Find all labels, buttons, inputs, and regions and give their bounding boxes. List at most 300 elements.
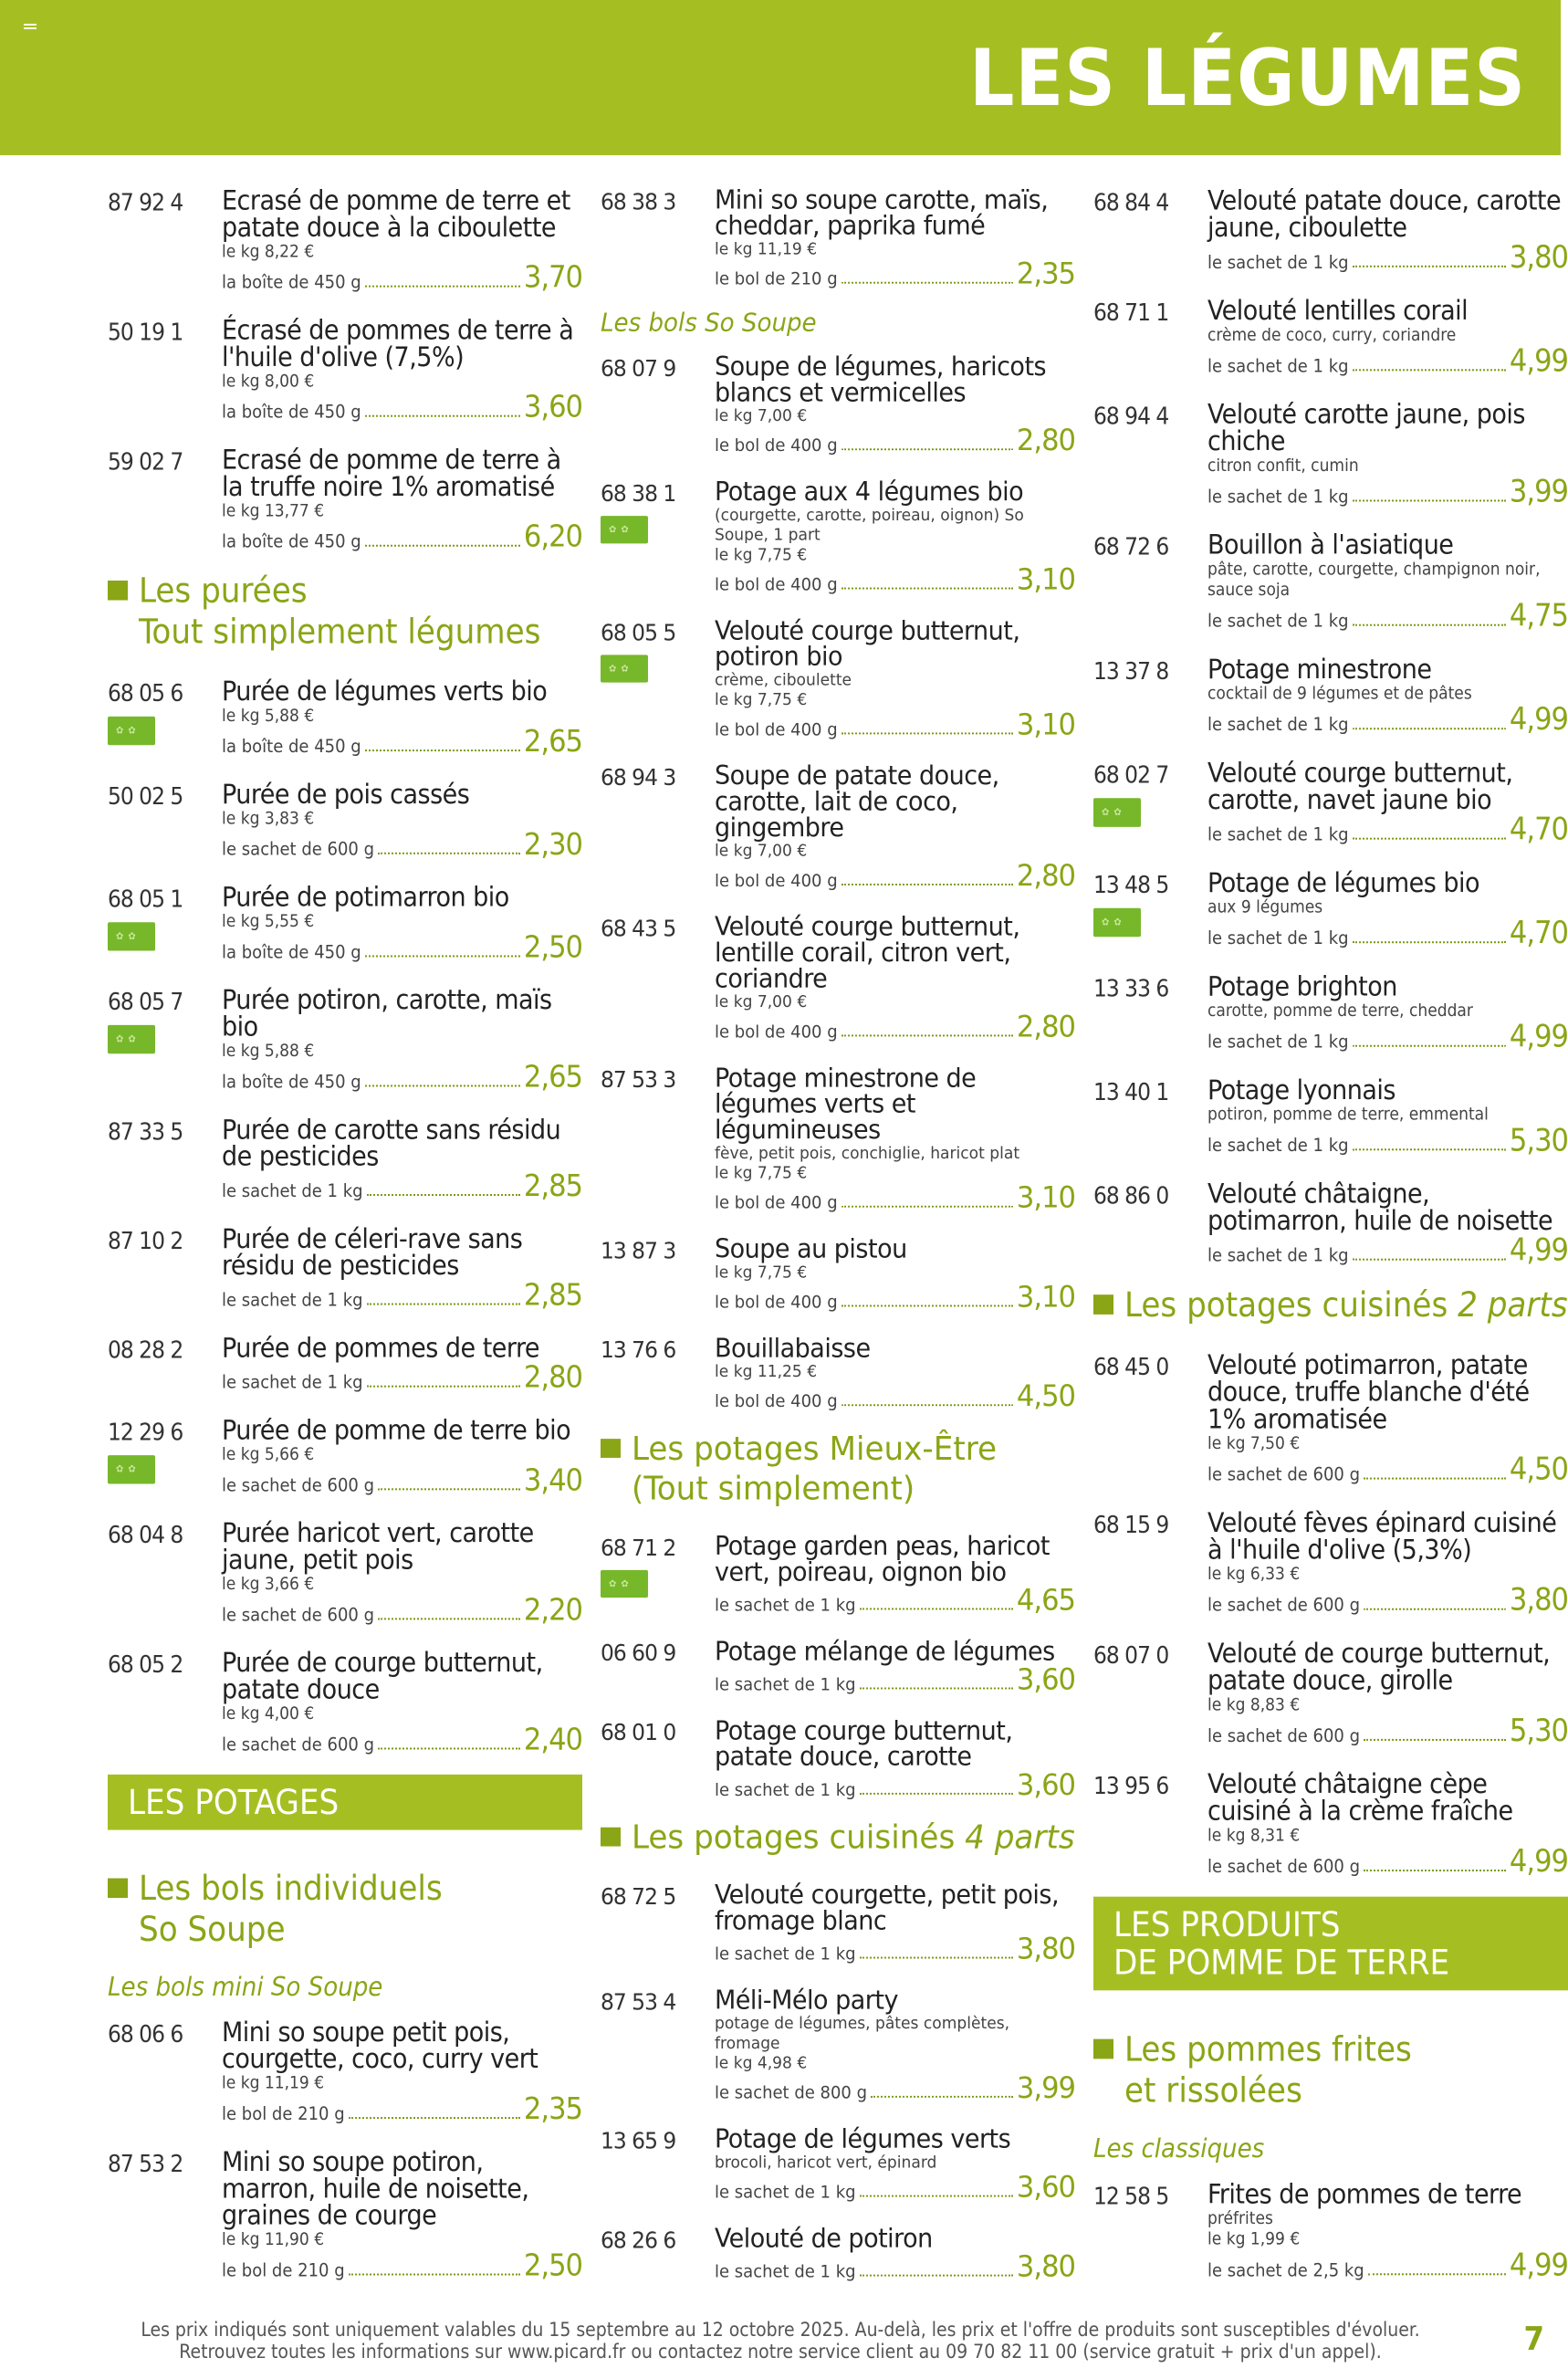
product-item[interactable]: [108, 982, 582, 1093]
product-details: [222, 674, 582, 760]
product-price: 4,65: [1016, 1583, 1075, 1618]
product-item[interactable]: [1093, 396, 1568, 510]
product-code: 13 37 8: [1093, 658, 1169, 686]
product-item[interactable]: [601, 1061, 1075, 1216]
package-size: le sachet de 1 kg: [222, 1371, 363, 1393]
bio-label-icon: [601, 516, 648, 543]
price-line: [715, 1180, 1075, 1216]
price-line: [222, 723, 582, 760]
product-item[interactable]: [601, 613, 1075, 742]
package-size: le sachet de 600 g: [222, 838, 375, 860]
product-price: 2,85: [523, 1277, 582, 1314]
package-size: le bol de 400 g: [715, 1191, 838, 1213]
dotted-leader: [1364, 1608, 1506, 1610]
product-name: Potage minestrone de légumes verts et légumineuses: [715, 1063, 977, 1146]
package-size: le bol de 210 g: [222, 2102, 345, 2124]
product-code: 13 76 6: [601, 1337, 676, 1364]
price-per-kg: le kg 8,00 €: [222, 371, 315, 392]
product-details: [715, 1983, 1075, 2106]
category-band: [108, 1775, 582, 1830]
product-price: 4,99: [1509, 342, 1568, 380]
product-item[interactable]: [601, 1634, 1075, 1697]
product-price: 3,60: [1016, 1662, 1075, 1697]
product-code: 08 28 2: [108, 1336, 183, 1365]
product-price: 4,50: [1016, 1378, 1075, 1414]
product-price: 3,60: [523, 389, 582, 425]
price-per-kg: le kg 8,83 €: [1207, 1694, 1301, 1715]
product-details: [222, 1330, 582, 1396]
price-line: [1207, 701, 1568, 739]
bio-label-icon: [601, 1570, 648, 1598]
product-price: 2,30: [523, 826, 582, 863]
product-name: Potage de légumes verts: [715, 2124, 1011, 2155]
price-line: [715, 1932, 1075, 1967]
price-line: [1207, 812, 1568, 848]
price-per-kg: le kg 7,75 €: [715, 1263, 808, 1283]
product-code: 68 05 6: [108, 680, 183, 708]
product-code: 68 71 1: [1093, 299, 1169, 327]
product-item[interactable]: [601, 350, 1075, 456]
product-item[interactable]: [1093, 1072, 1568, 1159]
product-details: [222, 442, 582, 555]
package-size: le sachet de 1 kg: [1207, 927, 1349, 949]
product-price: 2,35: [523, 2090, 582, 2127]
section-heading-line: [108, 571, 582, 609]
product-name: Purée de légumes verts bio: [222, 676, 548, 708]
price-per-kg: le kg 7,75 €: [715, 545, 808, 565]
section-square-icon: [1093, 1294, 1113, 1315]
product-item[interactable]: [1093, 1346, 1568, 1488]
product-price: 5,30: [1509, 1122, 1568, 1159]
product-details: [1207, 1635, 1568, 1749]
dotted-leader: [841, 1206, 1013, 1208]
product-description: (courgette, carotte, poireau, oignon) So Soupe, 1 part: [715, 505, 1024, 545]
package-size: le sachet de 600 g: [1207, 1724, 1361, 1746]
product-name: Purée de pommes de terre: [222, 1332, 539, 1365]
product-description: pâte, carotte, courgette, champignon noir, sauce soja: [1207, 559, 1541, 601]
price-line: [222, 1168, 582, 1204]
price-line: [222, 2090, 582, 2127]
section-heading-text: et rissolées: [1124, 2070, 1302, 2111]
price-line: [222, 826, 582, 863]
package-size: le sachet de 600 g: [1207, 1593, 1361, 1616]
product-code: 12 58 5: [1093, 2183, 1169, 2211]
package-size: la boîte de 450 g: [222, 735, 361, 757]
product-item[interactable]: [108, 1412, 582, 1499]
price-line: [222, 1059, 582, 1095]
package-size: le sachet de 600 g: [222, 1603, 375, 1626]
product-price: 2,40: [523, 1722, 582, 1758]
price-line: [1207, 1582, 1568, 1619]
package-size: le sachet de 1 kg: [1207, 823, 1349, 845]
package-size: le bol de 400 g: [715, 1291, 838, 1313]
product-name: Potage mélange de légumes: [715, 1636, 1055, 1667]
product-price: 3,70: [523, 259, 582, 296]
product-name: Purée de carotte sans résidu de pesticides: [222, 1114, 561, 1173]
price-per-kg: le kg 11,25 €: [715, 1361, 818, 1381]
product-price: 4,70: [1509, 812, 1568, 848]
product-name: Purée de pois cassés: [222, 779, 470, 811]
dotted-leader: [841, 588, 1013, 590]
section-heading-emphasis: 2 parts: [1458, 1284, 1568, 1325]
product-name: Méli-Mélo party: [715, 1985, 898, 2016]
product-name: Soupe de légumes, haricots blancs et vermicelles: [715, 351, 1047, 408]
bio-label-icon: [108, 1025, 155, 1053]
dotted-leader: [365, 286, 520, 288]
section-square-icon: [108, 581, 128, 601]
product-item[interactable]: [108, 1645, 582, 1758]
product-code: 68 84 4: [1093, 189, 1169, 217]
section-heading-line: [1093, 2071, 1568, 2109]
dotted-leader: [378, 1747, 520, 1749]
price-line: [715, 1583, 1075, 1618]
section-heading-text: (Tout simplement): [632, 1469, 915, 1507]
bio-label-icon: [1093, 798, 1141, 827]
product-item[interactable]: [108, 674, 582, 760]
price-line: [715, 1378, 1075, 1414]
product-price: 2,65: [523, 1059, 582, 1095]
product-name: Bouillon à l'asiatique: [1207, 529, 1454, 561]
section-square-icon: [108, 1879, 128, 1899]
price-line: [1207, 1713, 1568, 1749]
product-item[interactable]: [108, 1330, 582, 1396]
package-size: le sachet de 1 kg: [1207, 485, 1349, 508]
product-details: [1207, 396, 1568, 510]
price-line: [1207, 1019, 1568, 1055]
product-name: Purée potiron, carotte, maïs bio: [222, 984, 552, 1043]
package-size: le sachet de 1 kg: [715, 1594, 856, 1616]
package-size: le bol de 210 g: [222, 2258, 345, 2281]
price-per-kg: le kg 4,98 €: [715, 2053, 808, 2073]
price-per-kg: le kg 7,00 €: [715, 841, 808, 861]
product-price: 3,10: [1016, 1180, 1075, 1216]
dotted-leader: [1353, 1259, 1506, 1261]
product-details: [715, 1529, 1075, 1616]
dotted-leader: [841, 1305, 1013, 1307]
product-details: [1207, 1504, 1568, 1619]
dotted-leader: [860, 2275, 1013, 2277]
product-name: Mini so soupe carotte, maïs, cheddar, paprika fumé: [715, 184, 1049, 242]
price-per-kg: le kg 5,55 €: [222, 911, 315, 932]
package-size: le sachet de 1 kg: [1207, 609, 1349, 632]
product-price: 3,80: [1016, 2249, 1075, 2285]
product-item[interactable]: [601, 1983, 1075, 2106]
product-description: préfrites: [1207, 2208, 1273, 2228]
product-code: 87 53 4: [601, 1989, 676, 2016]
price-line: [715, 1767, 1075, 1803]
product-name: Potage de légumes bio: [1207, 867, 1480, 899]
price-line: [715, 2070, 1075, 2106]
package-size: le sachet de 1 kg: [715, 2181, 856, 2203]
dotted-leader: [841, 282, 1013, 284]
price-line: [1207, 1232, 1568, 1269]
product-price: 2,80: [1016, 1010, 1075, 1044]
package-size: le sachet de 1 kg: [222, 1179, 363, 1201]
section-heading-line: [108, 1911, 582, 1948]
product-item[interactable]: [601, 1878, 1075, 1965]
product-description: brocoli, haricot vert, épinard: [715, 2153, 937, 2173]
price-line: [715, 562, 1075, 597]
product-item[interactable]: [108, 312, 582, 423]
section-heading-text: Tout simplement légumes: [139, 612, 541, 652]
product-price: 2,20: [523, 1592, 582, 1629]
product-item[interactable]: [1093, 2176, 1568, 2284]
product-name: Soupe au pistou: [715, 1233, 907, 1265]
dotted-leader: [365, 415, 520, 417]
product-item[interactable]: [601, 909, 1075, 1042]
product-code: 12 29 6: [108, 1419, 183, 1447]
product-price: 2,80: [1016, 858, 1075, 894]
product-details: [1207, 1346, 1568, 1488]
product-code: 68 71 2: [601, 1535, 676, 1562]
product-price: 4,99: [1509, 701, 1568, 739]
product-item[interactable]: [1093, 755, 1568, 848]
product-price: 4,99: [1509, 2247, 1568, 2284]
product-details: [715, 759, 1075, 894]
product-item[interactable]: [601, 1713, 1075, 1803]
product-name: Velouté courge butternut, lentille corail, citron vert, coriandre: [715, 912, 1020, 995]
price-line: [1207, 915, 1568, 952]
product-details: [715, 613, 1075, 742]
product-name: Écrasé de pommes de terre à l'huile d'olive (7,5%): [222, 314, 574, 373]
product-name: Velouté patate douce, carotte jaune, ciboulette: [1207, 184, 1562, 245]
dotted-leader: [365, 545, 520, 547]
price-per-kg: le kg 11,19 €: [715, 239, 818, 259]
footer-line-1: Les prix indiqués sont uniquement valables du 15 septembre au 12 octobre 2025. Au-delà, les prix et l'offre de produits sont susceptibles d'évoluer.: [141, 2319, 1420, 2341]
product-details: [715, 1231, 1075, 1315]
product-price: 2,85: [523, 1168, 582, 1204]
price-line: [222, 1277, 582, 1314]
bio-label-icon: [108, 1455, 155, 1483]
product-item[interactable]: [108, 442, 582, 555]
dotted-leader: [365, 955, 520, 957]
package-size: la boîte de 450 g: [222, 530, 361, 552]
section-heading-line: [1093, 2030, 1568, 2068]
product-item[interactable]: [108, 1112, 582, 1204]
section-heading: [601, 1430, 1075, 1506]
package-size: la boîte de 450 g: [222, 940, 361, 963]
product-item[interactable]: [601, 475, 1075, 597]
product-item[interactable]: [1093, 651, 1568, 739]
product-price: 3,99: [1016, 2070, 1075, 2106]
product-description: cocktail de 9 légumes et de pâtes: [1207, 683, 1472, 704]
product-name: Potage garden peas, haricot vert, poireau, oignon bio: [715, 1531, 1050, 1587]
package-size: le bol de 400 g: [715, 1390, 838, 1411]
price-line: [222, 1462, 582, 1499]
package-size: le sachet de 600 g: [222, 1733, 375, 1755]
price-line: [222, 259, 582, 296]
dotted-leader: [1368, 2273, 1506, 2275]
price-per-kg: le kg 7,75 €: [715, 690, 808, 709]
dotted-leader: [841, 884, 1013, 885]
section-heading: [108, 1870, 582, 1948]
price-per-kg: le kg 11,19 €: [222, 2073, 325, 2093]
product-code: 68 07 0: [1093, 1642, 1169, 1670]
product-item[interactable]: [601, 183, 1075, 292]
product-item[interactable]: [1093, 292, 1568, 380]
dotted-leader: [841, 448, 1013, 450]
product-details: [715, 350, 1075, 456]
dotted-leader: [365, 749, 520, 751]
product-item[interactable]: [108, 1515, 582, 1629]
product-name: Purée de courge butternut, patate douce: [222, 1647, 543, 1706]
dotted-leader: [860, 1793, 1013, 1795]
product-item[interactable]: [108, 879, 582, 966]
product-item[interactable]: [601, 2221, 1075, 2285]
product-item[interactable]: [108, 1221, 582, 1314]
price-per-kg: le kg 5,88 €: [222, 706, 315, 726]
dotted-leader: [1364, 1478, 1506, 1480]
product-item[interactable]: [108, 183, 582, 296]
package-size: le bol de 210 g: [715, 267, 838, 289]
product-details: [222, 2143, 582, 2284]
category-band-line: LES PRODUITS: [1113, 1904, 1341, 1944]
product-name: Velouté courgette, petit pois, fromage blanc: [715, 1880, 1060, 1936]
package-size: le bol de 400 g: [715, 573, 838, 595]
package-size: le sachet de 2,5 kg: [1207, 2258, 1364, 2281]
column-3: [1093, 183, 1568, 2300]
package-size: le sachet de 600 g: [1207, 1855, 1361, 1877]
dotted-leader: [1353, 369, 1506, 371]
product-item[interactable]: [1093, 1504, 1568, 1619]
price-per-kg: le kg 1,99 €: [1207, 2228, 1301, 2249]
category-band-line: LES POTAGES: [128, 1782, 340, 1822]
product-item[interactable]: [1093, 527, 1568, 632]
product-name: Velouté carotte jaune, pois chiche: [1207, 398, 1525, 458]
price-per-kg: le kg 11,90 €: [222, 2229, 325, 2250]
package-size: le bol de 400 g: [715, 869, 838, 891]
product-code: 87 92 4: [108, 189, 183, 217]
product-item[interactable]: [1093, 1176, 1568, 1269]
product-price: 3,60: [1016, 2170, 1075, 2206]
product-price: 2,35: [1016, 257, 1075, 292]
product-details: [222, 2014, 582, 2127]
product-item[interactable]: [601, 2122, 1075, 2206]
product-code: 87 53 2: [108, 2151, 183, 2178]
product-item[interactable]: [601, 1529, 1075, 1616]
product-price: 4,99: [1509, 1232, 1568, 1269]
product-details: [1207, 292, 1568, 380]
product-item[interactable]: [601, 1331, 1075, 1414]
price-line: [715, 1012, 1075, 1042]
package-size: le sachet de 600 g: [222, 1473, 375, 1496]
product-code: 68 15 9: [1093, 1512, 1169, 1539]
bio-label-icon: [108, 717, 155, 745]
price-line: [1207, 1122, 1568, 1159]
product-item[interactable]: [601, 759, 1075, 894]
product-item[interactable]: [1093, 1766, 1568, 1880]
product-item[interactable]: [108, 777, 582, 863]
price-line: [1207, 473, 1568, 510]
dotted-leader: [367, 1194, 520, 1196]
product-price: 3,10: [1016, 707, 1075, 742]
product-description: potage de légumes, pâtes complètes, fromage: [715, 2014, 1010, 2053]
product-details: [1207, 183, 1568, 276]
price-line: [715, 858, 1075, 894]
product-name: Soupe de patate douce, carotte, lait de coco, gingembre: [715, 760, 999, 843]
product-price: 4,50: [1509, 1451, 1568, 1488]
dotted-leader: [1364, 1870, 1506, 1871]
product-name: Velouté châtaigne cèpe cuisiné à la crème fraîche: [1207, 1768, 1513, 1828]
section-heading-line: [1093, 1285, 1568, 1323]
product-name: Purée de pomme de terre bio: [222, 1415, 571, 1447]
section-heading-line: [108, 1870, 582, 1907]
dotted-leader: [860, 1957, 1013, 1959]
section-heading-text: Les potages cuisinés: [1124, 1284, 1448, 1325]
section-heading-text: Les potages cuisinés: [632, 1818, 956, 1856]
package-size: le sachet de 800 g: [715, 2081, 868, 2103]
dotted-leader: [378, 853, 520, 854]
product-item[interactable]: [601, 1231, 1075, 1315]
product-code: 87 53 3: [601, 1067, 676, 1094]
product-details: [715, 909, 1075, 1042]
subsection-heading: Les bols mini So Soupe: [108, 1971, 383, 2002]
product-details: [715, 1634, 1075, 1697]
product-price: 3,10: [1016, 1280, 1075, 1315]
dotted-leader: [378, 1618, 520, 1619]
product-code: 68 86 0: [1093, 1182, 1169, 1210]
package-size: le sachet de 1 kg: [1207, 251, 1349, 273]
product-description: crème, ciboulette: [715, 670, 852, 690]
package-size: le sachet de 1 kg: [715, 1943, 856, 1965]
price-line: [222, 1359, 582, 1396]
product-item[interactable]: [1093, 1635, 1568, 1749]
product-code: 68 01 0: [601, 1720, 676, 1746]
menu-icon[interactable]: [24, 24, 37, 33]
product-item[interactable]: [108, 2014, 582, 2127]
product-item[interactable]: [1093, 864, 1568, 952]
package-size: le sachet de 600 g: [1207, 1462, 1361, 1485]
product-item[interactable]: [108, 2143, 582, 2284]
product-price: 3,80: [1509, 1582, 1568, 1619]
price-per-kg: le kg 7,00 €: [715, 992, 808, 1011]
price-per-kg: le kg 5,66 €: [222, 1444, 315, 1464]
product-item[interactable]: [1093, 969, 1568, 1053]
product-details: [1207, 755, 1568, 848]
product-code: 68 06 6: [108, 2021, 183, 2048]
product-code: 87 33 5: [108, 1118, 183, 1147]
price-line: [715, 257, 1075, 292]
package-size: la boîte de 450 g: [222, 270, 361, 293]
package-size: la boîte de 450 g: [222, 1070, 361, 1093]
dotted-leader: [860, 1688, 1013, 1690]
package-size: le bol de 400 g: [715, 1021, 838, 1043]
product-details: [715, 1878, 1075, 1965]
product-code: 59 02 7: [108, 448, 183, 477]
product-code: 13 48 5: [1093, 872, 1169, 899]
product-code: 13 95 6: [1093, 1773, 1169, 1801]
section-heading-line: [601, 1470, 1075, 1506]
price-line: [715, 1280, 1075, 1315]
product-name: Potage brighton: [1207, 970, 1397, 1003]
product-details: [222, 312, 582, 423]
bio-label-icon: [108, 922, 155, 950]
price-line: [222, 1722, 582, 1758]
product-name: Ecrasé de pomme de terre et patate douce à la ciboulette: [222, 184, 570, 244]
package-size: le sachet de 1 kg: [715, 2260, 856, 2282]
section-heading-text: Les pommes frites: [1124, 2028, 1412, 2069]
package-size: le sachet de 1 kg: [1207, 713, 1349, 736]
product-code: 50 02 5: [108, 783, 183, 811]
product-name: Velouté lentilles corail: [1207, 295, 1469, 327]
product-description: fève, petit pois, conchiglie, haricot plat: [715, 1143, 1020, 1163]
bio-label-icon: [1093, 908, 1141, 938]
package-size: le sachet de 1 kg: [715, 1673, 856, 1695]
product-item[interactable]: [1093, 183, 1568, 276]
column-1: [108, 183, 582, 2300]
price-line: [222, 929, 582, 966]
price-per-kg: le kg 7,00 €: [715, 405, 808, 425]
